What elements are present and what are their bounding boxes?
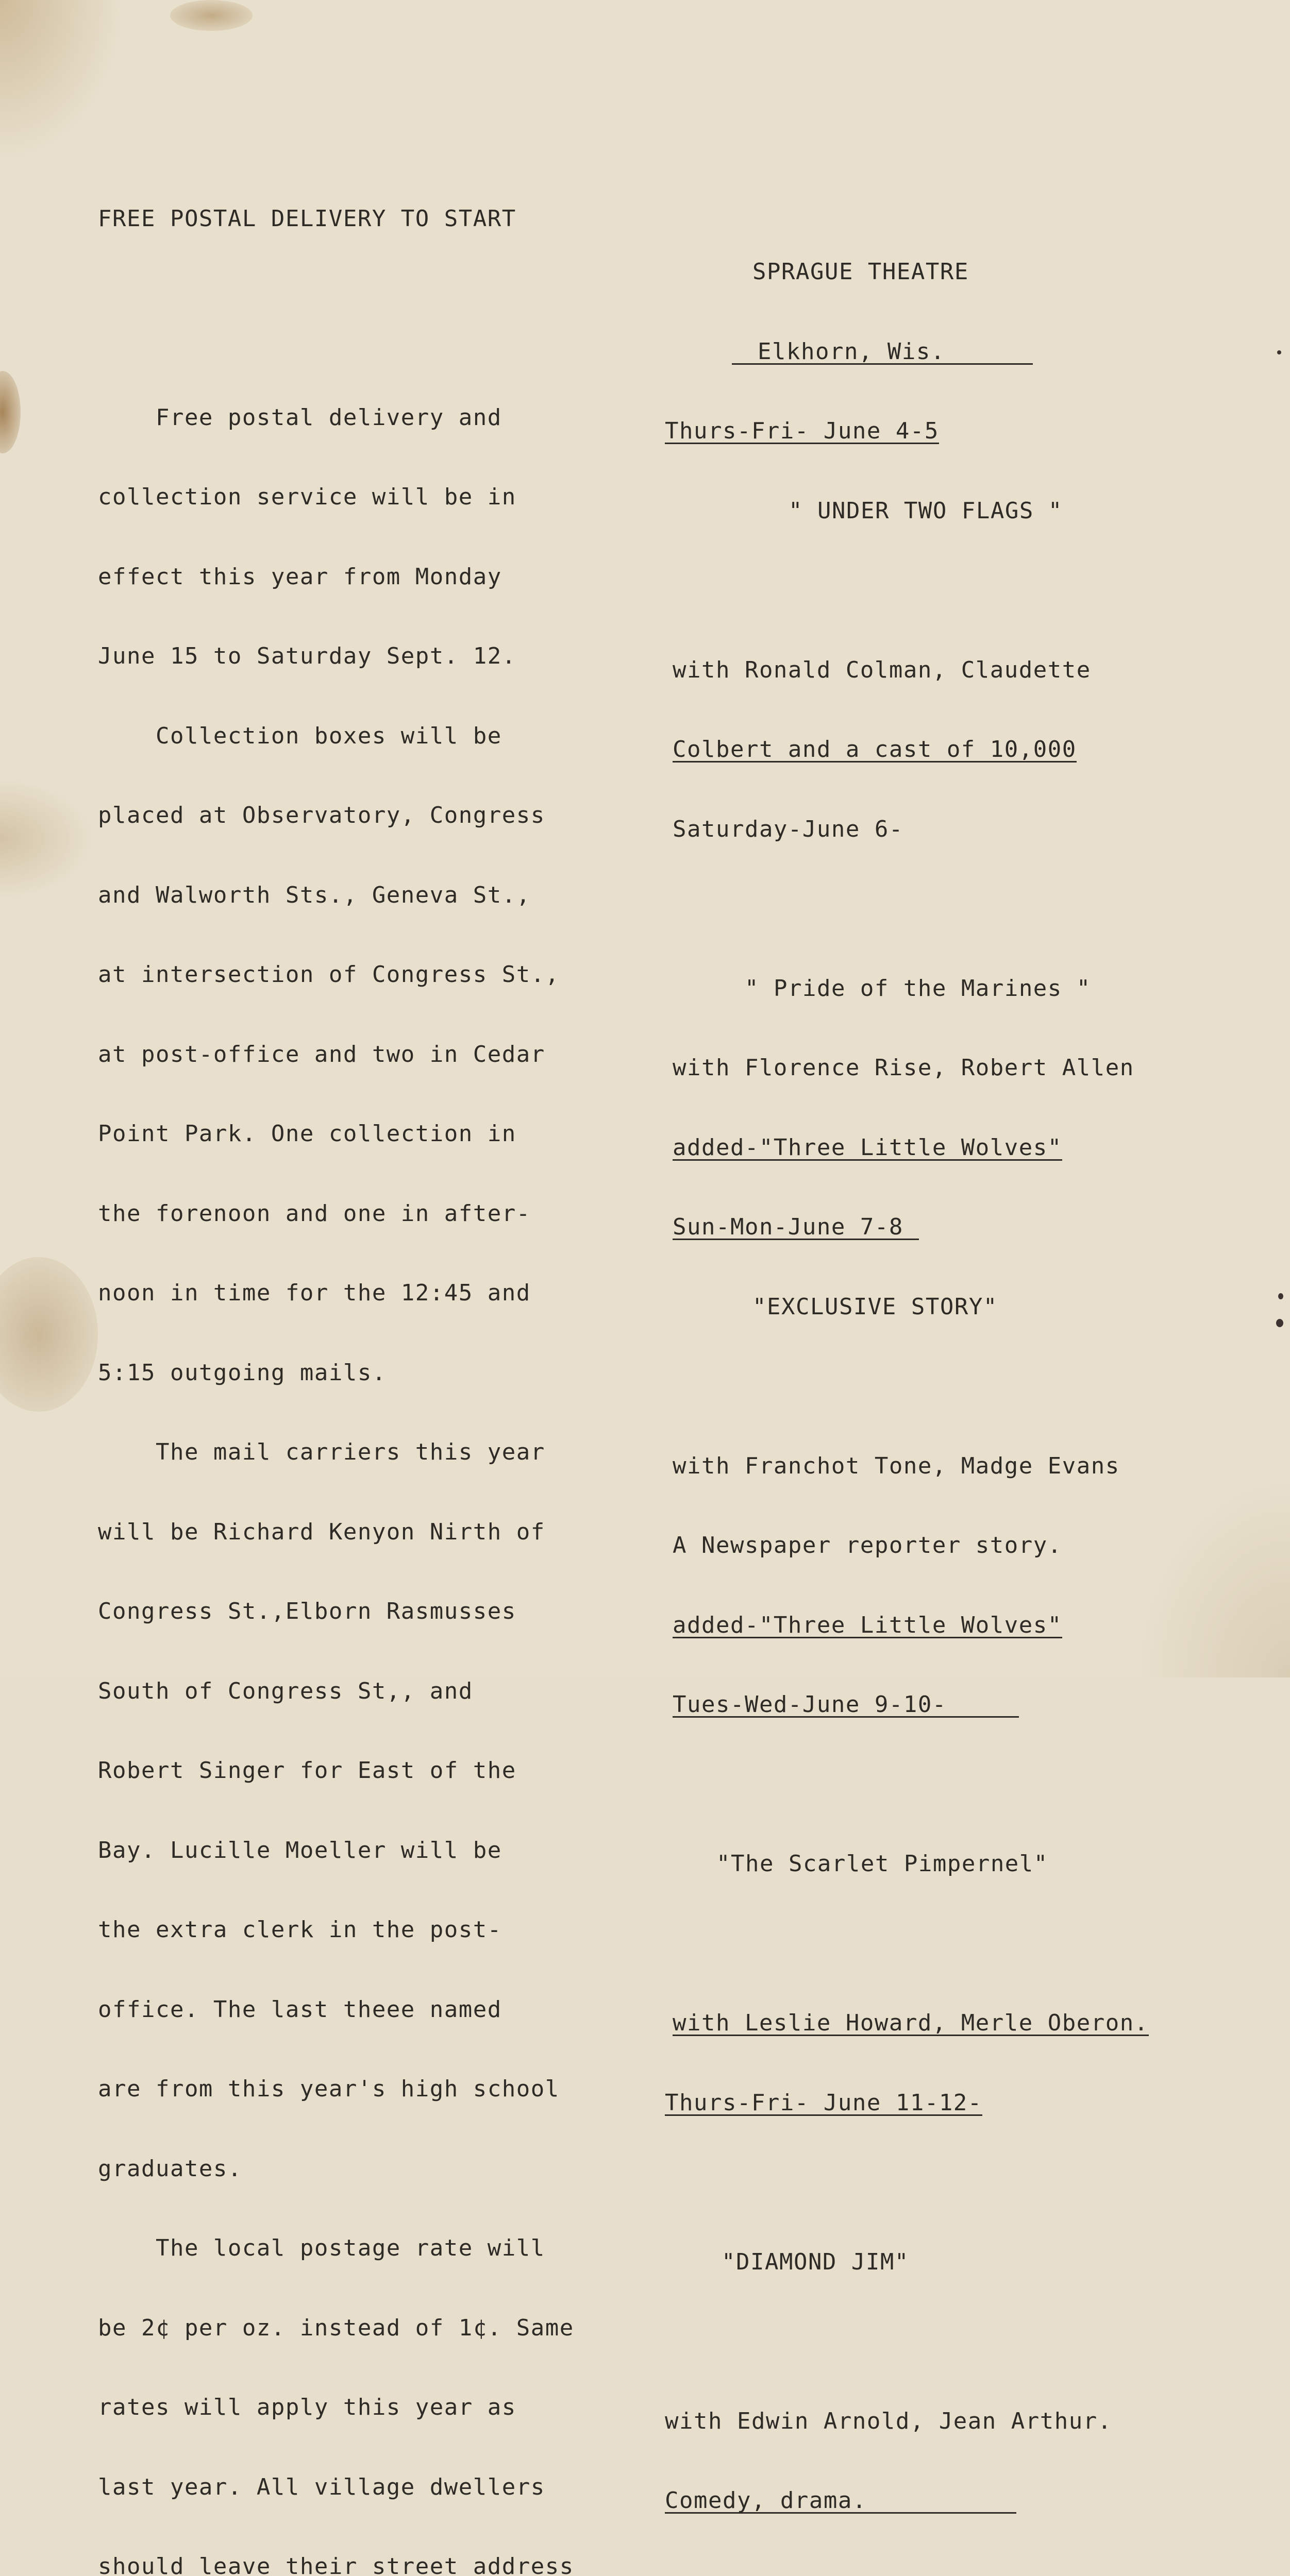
show-cast: with Florence Rise, Robert Allen	[665, 1055, 1211, 1081]
show-title: " Pride of the Marines "	[665, 975, 1211, 1002]
show-cast: with Leslie Howard, Merle Oberon.	[673, 2012, 1149, 2036]
article-line: will be Richard Kenyon Nirth of	[98, 1519, 655, 1546]
article-line: Collection boxes will be	[98, 723, 655, 750]
postal-headline: FREE POSTAL DELIVERY TO START	[98, 206, 655, 232]
left-column	[98, 152, 655, 2576]
show-dates: Sun-Mon-June 7-8	[673, 1216, 919, 1240]
theatre-location: Elkhorn, Wis.	[732, 341, 1033, 365]
article-line: noon in time for the 12:45 and	[98, 1280, 655, 1307]
show-desc: A Newspaper reporter story.	[665, 1532, 1211, 1559]
article-line: South of Congress St,, and	[98, 1678, 655, 1705]
article-line: collection service will be in	[98, 484, 655, 511]
article-line: June 15 to Saturday Sept. 12.	[98, 643, 655, 670]
margin-mark	[1278, 1293, 1283, 1299]
theatre-listing	[665, 206, 1211, 2567]
article-line: last year. All village dwellers	[98, 2474, 655, 2501]
show-dates: Thurs-Fri- June 11-12-	[665, 2092, 982, 2116]
show-cast: with Ronald Colman, Claudette	[665, 657, 1211, 684]
article-line: at intersection of Congress St.,	[98, 961, 655, 988]
paper-stain	[0, 1257, 98, 1412]
show-desc: Comedy, drama.	[665, 2489, 1016, 2514]
paper-stain	[170, 0, 253, 31]
article-line: office. The last theee named	[98, 1996, 655, 2023]
show-dates: Tues-Wed-June 9-10-	[673, 1693, 1019, 1718]
postal-article	[98, 351, 655, 2576]
article-line: The mail carriers this year	[98, 1439, 655, 1466]
article-line: effect this year from Monday	[98, 564, 655, 590]
show-dates: Thurs-Fri- June 4-5	[665, 420, 939, 444]
article-line: 5:15 outgoing mails.	[98, 1360, 655, 1386]
show-title: "The Scarlet Pimpernel"	[665, 1851, 1211, 1877]
show-added: added-"Three Little Wolves"	[673, 1614, 1062, 1638]
show-title: "EXCLUSIVE STORY"	[665, 1294, 1211, 1320]
right-column	[665, 152, 1211, 2576]
article-line: Point Park. One collection in	[98, 1121, 655, 1147]
show-cast: Colbert and a cast of 10,000	[673, 738, 1077, 762]
show-dates: Saturday-June 6-	[665, 816, 1211, 843]
show-title: "DIAMOND JIM"	[665, 2249, 1211, 2276]
show-title: " UNDER TWO FLAGS "	[665, 498, 1211, 524]
article-line: at post-office and two in Cedar	[98, 1041, 655, 1068]
theatre-name: SPRAGUE THEATRE	[665, 259, 1211, 285]
article-line: Free postal delivery and	[98, 404, 655, 431]
show-cast: with Edwin Arnold, Jean Arthur.	[665, 2408, 1211, 2435]
article-line: Robert Singer for East of the	[98, 1757, 655, 1784]
article-line: are from this year's high school	[98, 2076, 655, 2103]
article-line: placed at Observatory, Congress	[98, 802, 655, 829]
article-line: and Walworth Sts., Geneva St.,	[98, 882, 655, 909]
show-added: added-"Three Little Wolves"	[673, 1137, 1062, 1161]
article-line: rates will apply this year as	[98, 2394, 655, 2421]
margin-mark	[1277, 350, 1281, 354]
article-line: the forenoon and one in after-	[98, 1200, 655, 1227]
article-line: graduates.	[98, 2156, 655, 2182]
article-line: should leave their street address	[98, 2553, 655, 2576]
article-line: be 2¢ per oz. instead of 1¢. Same	[98, 2315, 655, 2342]
margin-mark	[1276, 1319, 1283, 1327]
paper-stain	[0, 371, 21, 453]
article-line: the extra clerk in the post-	[98, 1917, 655, 1943]
article-line: Bay. Lucille Moeller will be	[98, 1837, 655, 1864]
show-cast: with Franchot Tone, Madge Evans	[665, 1453, 1211, 1480]
article-line: The local postage rate will	[98, 2235, 655, 2262]
article-line: Congress St.,Elborn Rasmusses	[98, 1598, 655, 1625]
